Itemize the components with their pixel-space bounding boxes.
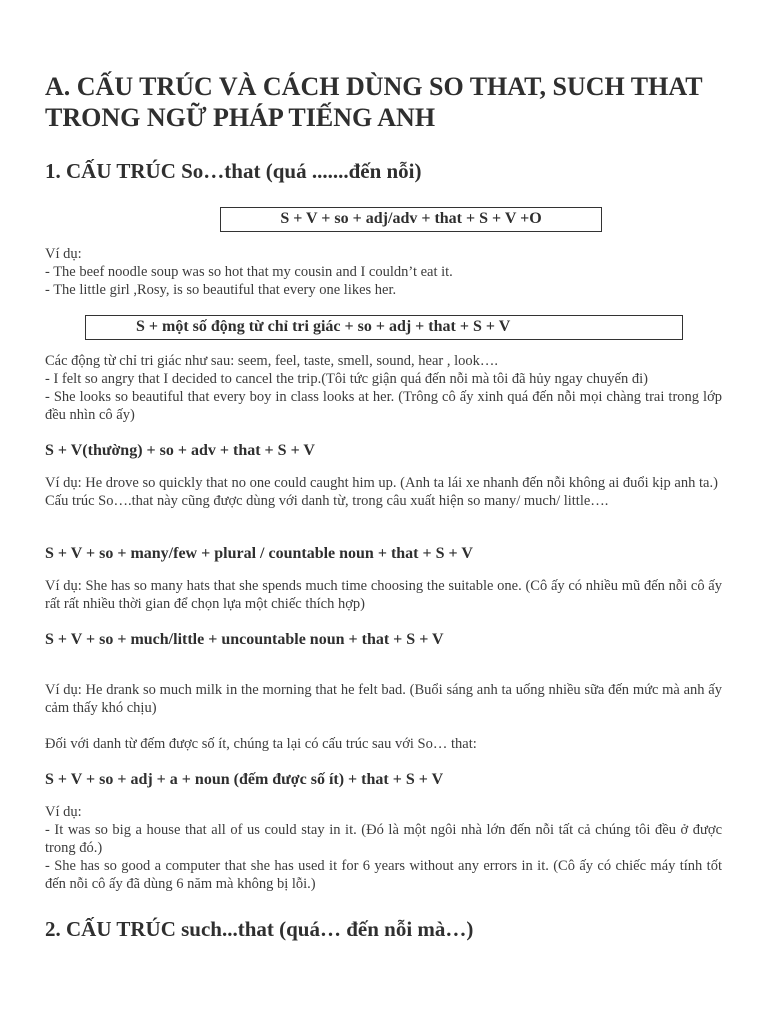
example-line: - It was so big a house that all of us could stay in it. (Đó là một ngôi nhà lớn đến nỗi tất cả chúng tôi đều ở được trong đó.)	[45, 822, 722, 856]
example-line: - I felt so angry that I decided to cancel the trip.(Tôi tức giận quá đến nỗi mà tôi đã hủy ngay chuyến đi)	[45, 371, 648, 387]
formula-box-2	[85, 315, 683, 340]
section1-heading: 1. CẤU TRÚC So…that (quá .......đến nỗi)	[45, 159, 422, 183]
example-line: - She has so good a computer that she has used it for 6 years without any errors in it. (Cô ấy có chiếc máy tính tốt đến nỗi cô ấy đã dùng 6 năm mà không bị lỗi.)	[45, 858, 722, 892]
example-block-3	[45, 474, 722, 510]
example-block-5: Ví dụ: He drank so much milk in the morning that he felt bad. (Buổi sáng anh ta uống nhiều sữa đến mức mà anh ấy cảm thấy khó chịu)	[45, 682, 722, 716]
example-block-1	[45, 245, 722, 299]
example-line: - She looks so beautiful that every boy in class looks at her. (Trông cô ấy xinh quá đến nỗi mọi chàng trai trong lớp đều nhìn cô ấy)	[45, 389, 722, 423]
example-label: Ví dụ:	[45, 804, 82, 820]
example-block-4: Ví dụ: She has so many hats that she spends much time choosing the suitable one. (Cô ấy có nhiều mũ đến nỗi cô ấy rất rất nhiều thời gian để chọn lựa một chiếc thích hợp)	[45, 578, 722, 612]
example-line: Cấu trúc So….that này cũng được dùng với danh từ, trong câu xuất hiện so many/ much/ little….	[45, 493, 609, 509]
example-block-2	[45, 352, 722, 424]
formula-5: S + V + so + much/little + uncountable noun + that + S + V	[45, 631, 444, 648]
example-label: Ví dụ:	[45, 246, 82, 262]
page-title-line2: TRONG NGỮ PHÁP TIẾNG ANH	[45, 103, 436, 132]
example-line: - The little girl ,Rosy, is so beautiful that every one likes her.	[45, 282, 397, 298]
formula-box-1	[220, 207, 602, 232]
formula-box-2-text: S + một số động từ chỉ tri giác + so + adj + that + S + V	[136, 318, 511, 335]
formula-4: S + V + so + many/few + plural / countable noun + that + S + V	[45, 545, 473, 562]
section2-heading: 2. CẤU TRÚC such...that (quá… đến nỗi mà…)	[45, 917, 474, 941]
formula-6: S + V + so + adj + a + noun (đếm được số ít) + that + S + V	[45, 771, 444, 788]
formula-3: S + V(thường) + so + adv + that + S + V	[45, 442, 315, 459]
example-line: Các động từ chỉ tri giác như sau: seem, feel, taste, smell, sound, hear , look….	[45, 353, 499, 369]
example-line: Ví dụ: He drove so quickly that no one could caught him up. (Anh ta lái xe nhanh đến nỗi không ai đuổi kịp anh ta.)	[45, 475, 718, 491]
note-countable-singular: Đối với danh từ đếm được số ít, chúng ta lại có cấu trúc sau với So… that:	[45, 736, 477, 752]
example-block-6	[45, 803, 722, 893]
page-title-line1: A. CẤU TRÚC VÀ CÁCH DÙNG SO THAT, SUCH THAT	[45, 72, 703, 101]
example-line: - The beef noodle soup was so hot that my cousin and I couldn’t eat it.	[45, 264, 453, 280]
formula-box-1-text: S + V + so + adj/adv + that + S + V +O	[280, 210, 542, 227]
